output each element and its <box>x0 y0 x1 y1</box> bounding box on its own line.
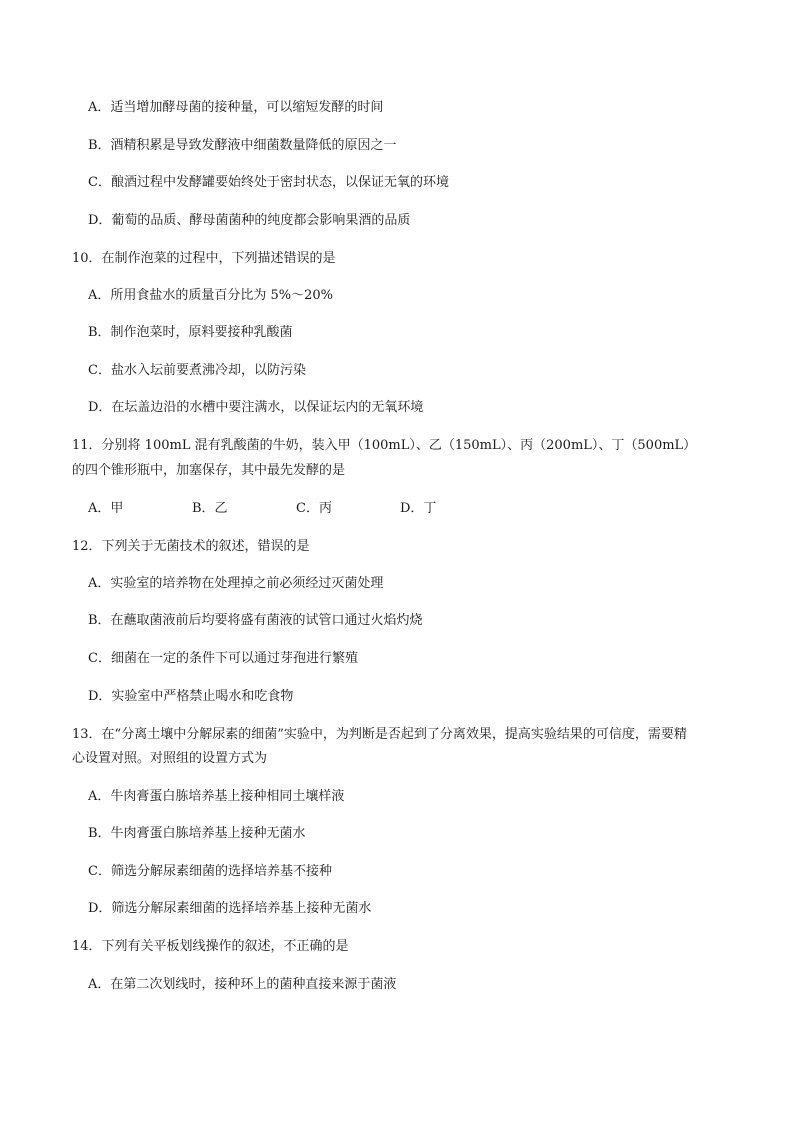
q14-stem: 14．下列有关平板划线操作的叙述，不正确的是 <box>72 939 349 954</box>
q9-option-c: C．酿酒过程中发酵罐要始终处于密封状态，以保证无氧的环境 <box>88 175 449 190</box>
q11-stem-line2: 的四个锥形瓶中，加塞保存，其中最先发酵的是 <box>72 463 346 478</box>
q11-option-b: B．乙 <box>192 501 228 516</box>
q10-option-a: A．所用食盐水的质量百分比为 5%～20% <box>88 288 334 303</box>
q13-option-a: A．牛肉膏蛋白胨培养基上接种相同土壤样液 <box>88 789 345 804</box>
q10-option-b: B．制作泡菜时，原料要接种乳酸菌 <box>88 325 293 340</box>
q11-stem-line1: 11．分别将 100mL 混有乳酸菌的牛奶，装入甲（100mL）、乙（150mL）、丙（200mL）、丁（500mL） <box>72 438 697 453</box>
q9-option-d: D．葡萄的品质、酵母菌菌种的纯度都会影响果酒的品质 <box>88 213 411 228</box>
q12-stem: 12．下列关于无菌技术的叙述，错误的是 <box>72 539 310 554</box>
q10-option-c: C．盐水入坛前要煮沸冷却，以防污染 <box>88 363 306 378</box>
q11-option-d: D．丁 <box>400 501 437 516</box>
q12-option-c: C．细菌在一定的条件下可以通过芽孢进行繁殖 <box>88 651 358 666</box>
q9-option-b: B．酒精积累是导致发酵液中细菌数量降低的原因之一 <box>88 138 397 153</box>
q12-option-a: A．实验室的培养物在处理掉之前必须经过灭菌处理 <box>88 576 384 591</box>
q14-option-a: A．在第二次划线时，接种环上的菌种直接来源于菌液 <box>88 977 397 992</box>
q13-stem-line1: 13．在“分离土壤中分解尿素的细菌”实验中，为判断是否起到了分离效果，提高实验结果的可信度，需要精 <box>72 727 687 742</box>
q11-option-a: A．甲 <box>88 501 124 516</box>
q10-stem: 10．在制作泡菜的过程中，下列描述错误的是 <box>72 251 336 266</box>
q12-option-b: B．在蘸取菌液前后均要将盛有菌液的试管口通过火焰灼烧 <box>88 613 423 628</box>
q12-option-d: D．实验室中严格禁止喝水和吃食物 <box>88 689 294 704</box>
q13-stem-line2: 心设置对照。对照组的设置方式为 <box>72 751 268 766</box>
q13-option-b: B．牛肉膏蛋白胨培养基上接种无菌水 <box>88 826 306 841</box>
q11-option-c: C．丙 <box>296 501 332 516</box>
q9-option-a: A．适当增加酵母菌的接种量，可以缩短发酵的时间 <box>88 100 384 115</box>
q13-option-d: D．筛选分解尿素细菌的选择培养基上接种无菌水 <box>88 901 372 916</box>
q13-option-c: C．筛选分解尿素细菌的选择培养基不接种 <box>88 864 332 879</box>
q10-option-d: D．在坛盖边沿的水槽中要注满水，以保证坛内的无氧环境 <box>88 400 424 415</box>
